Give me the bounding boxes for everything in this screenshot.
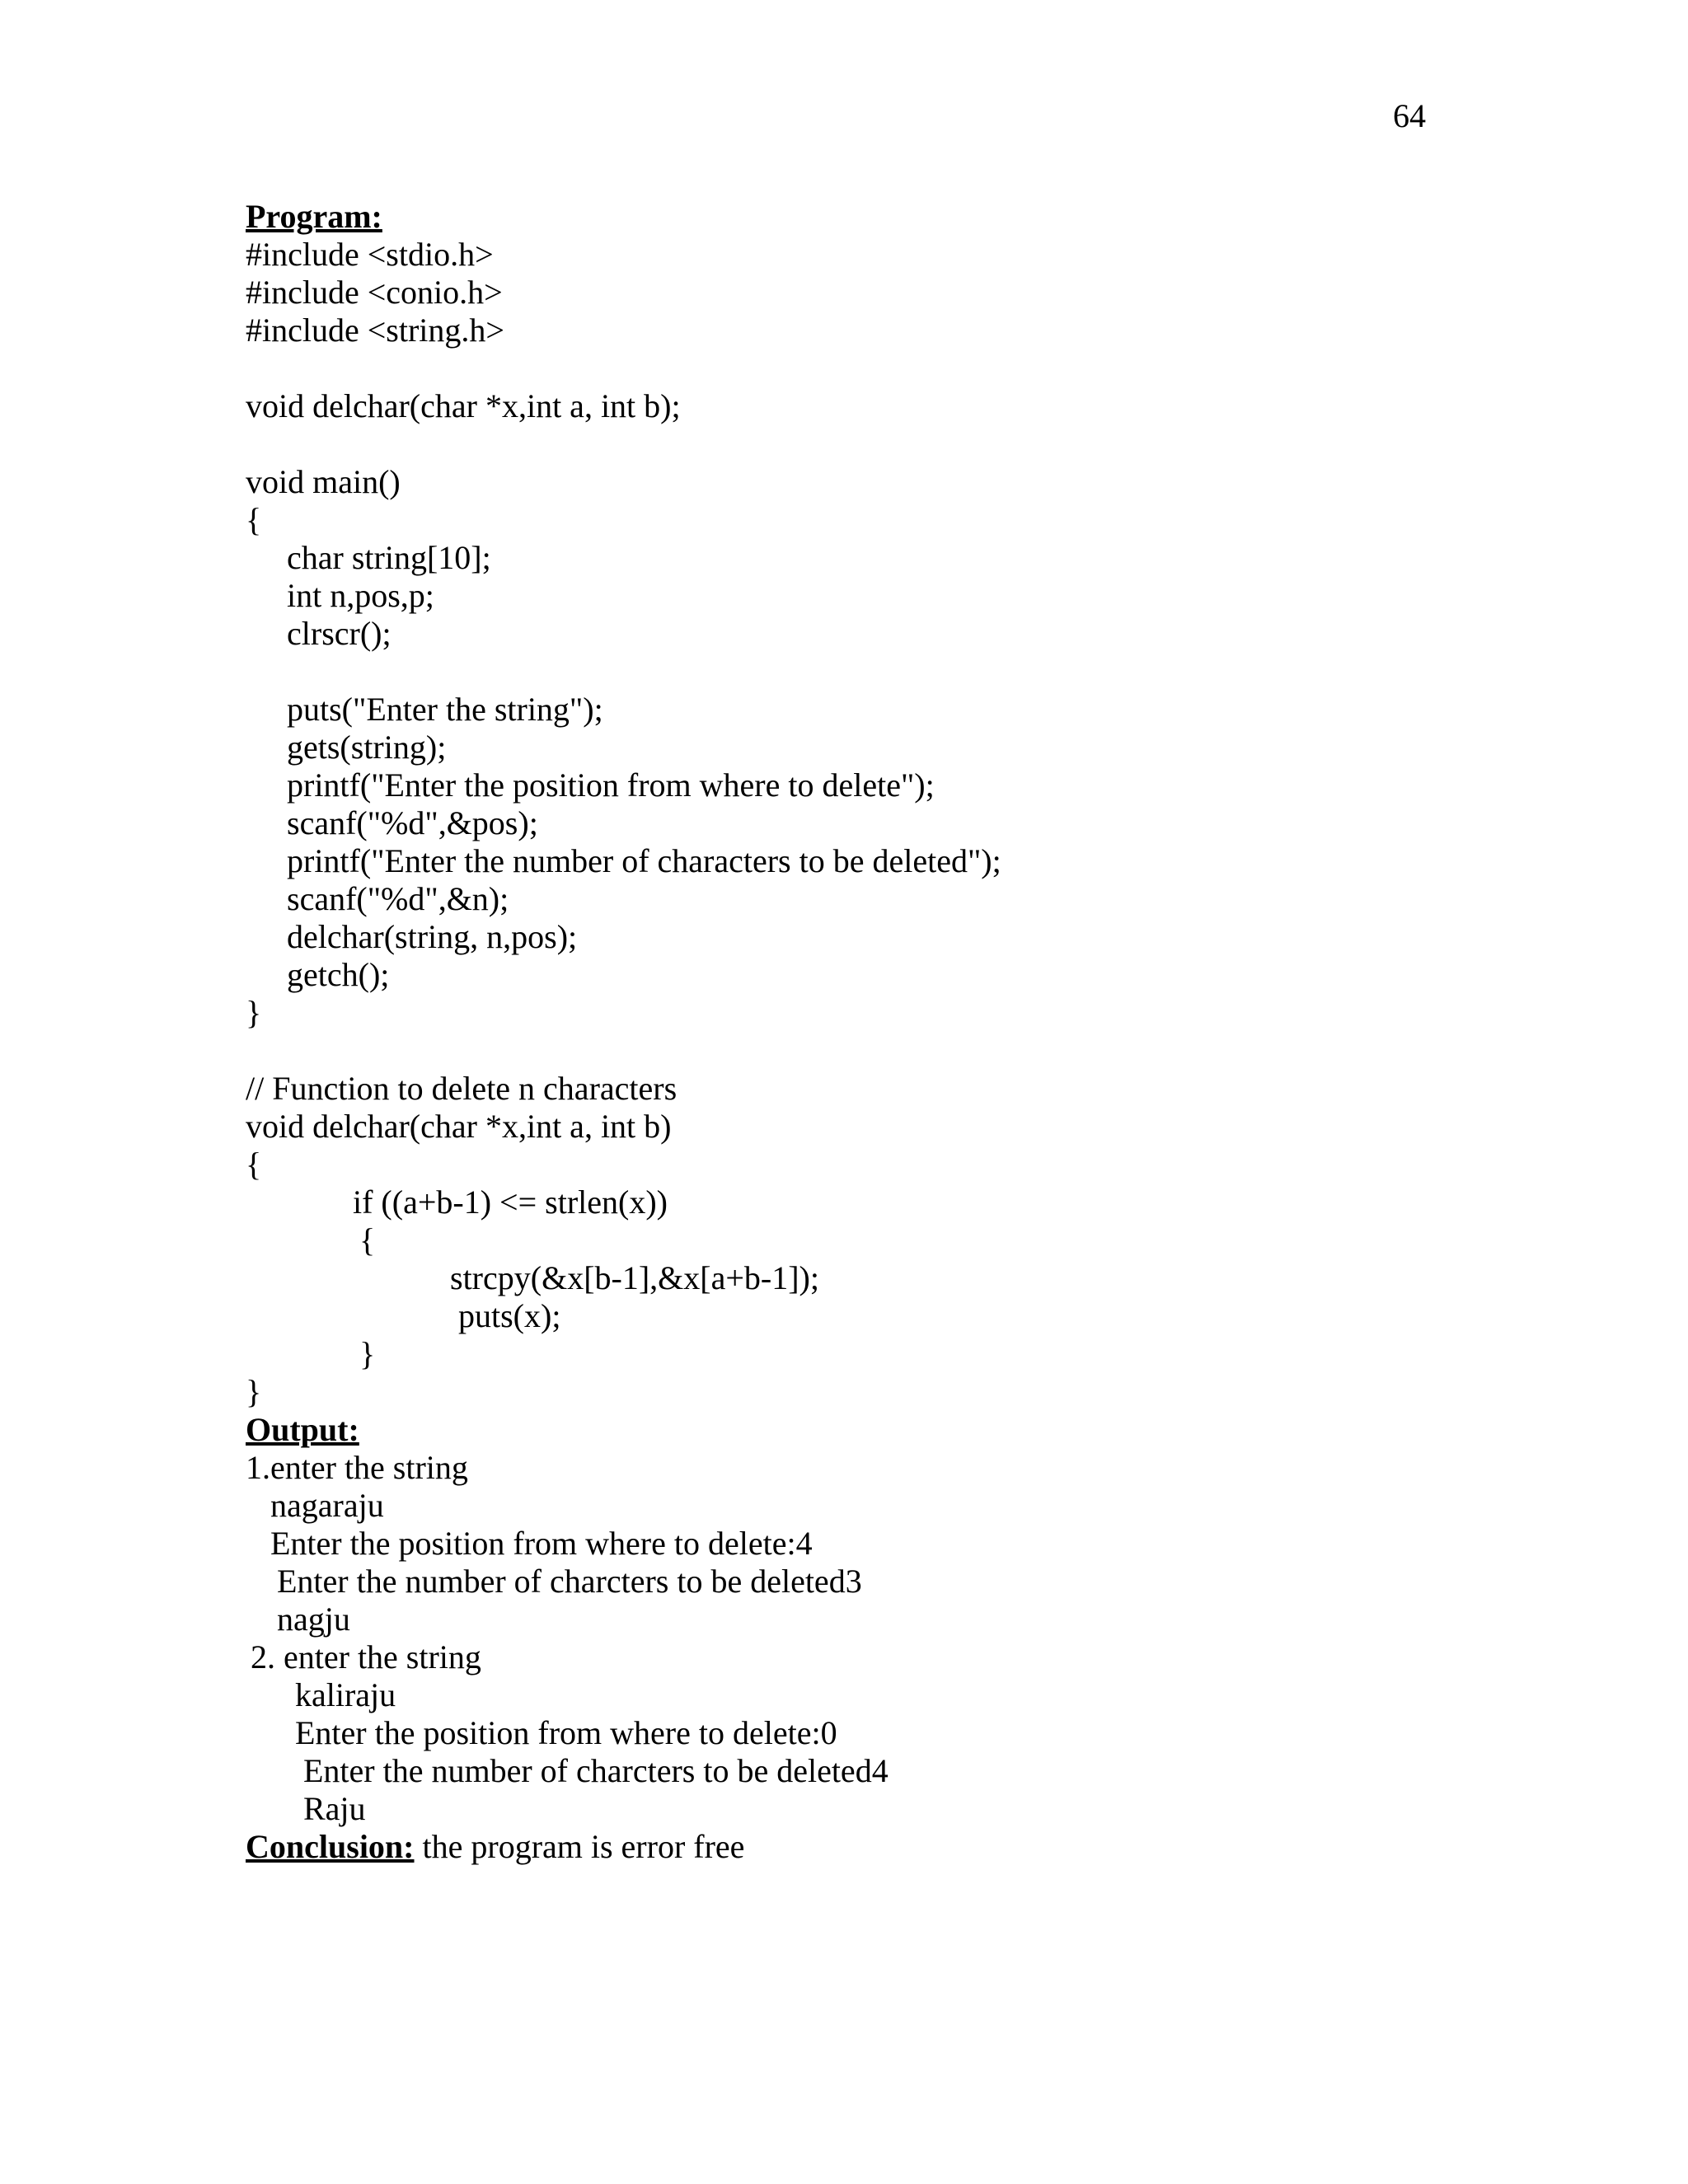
output-run1-count-prompt: Enter the number of charcters to be deleted3 bbox=[277, 1563, 862, 1600]
code-line-function-open-brace: { bbox=[246, 1146, 262, 1183]
code-line-if-close-brace: } bbox=[359, 1335, 376, 1372]
code-line-getch: getch(); bbox=[287, 956, 390, 993]
code-line-decl-ints: int n,pos,p; bbox=[287, 577, 434, 614]
code-line-include-string: #include <string.h> bbox=[246, 312, 504, 349]
code-line-scanf-position: scanf("%d",&pos); bbox=[287, 804, 538, 841]
program-heading: Program: bbox=[246, 198, 382, 235]
code-line-if-open-brace: { bbox=[359, 1221, 376, 1258]
output-run2-count-prompt: Enter the number of charcters to be deleted4 bbox=[303, 1752, 889, 1789]
output-run2-position-prompt: Enter the position from where to delete:0 bbox=[295, 1714, 837, 1751]
code-line-prototype: void delchar(char *x,int a, int b); bbox=[246, 387, 681, 424]
output-run2-prompt: 2. enter the string bbox=[251, 1638, 481, 1675]
output-run1-result: nagju bbox=[277, 1601, 350, 1638]
output-run1-prompt: 1.enter the string bbox=[246, 1449, 468, 1486]
document-body bbox=[246, 198, 1001, 1866]
code-line-clrscr: clrscr(); bbox=[287, 615, 392, 652]
code-line-printf-position: printf("Enter the position from where to delete"); bbox=[287, 766, 935, 804]
code-line-main-close-brace: } bbox=[246, 994, 262, 1031]
code-line-strcpy: strcpy(&x[b-1],&x[a+b-1]); bbox=[450, 1259, 819, 1296]
code-line-comment: // Function to delete n characters bbox=[246, 1070, 678, 1107]
blank-line bbox=[246, 425, 1001, 463]
code-line-function-close-brace: } bbox=[246, 1373, 262, 1410]
code-line-main-signature: void main() bbox=[246, 463, 401, 500]
output-run1-input: nagaraju bbox=[270, 1487, 384, 1524]
output-heading: Output: bbox=[246, 1411, 359, 1448]
code-line-include-conio: #include <conio.h> bbox=[246, 274, 503, 311]
code-line-puts-prompt: puts("Enter the string"); bbox=[287, 691, 603, 728]
code-line-decl-string: char string[10]; bbox=[287, 539, 491, 576]
code-line-puts-result: puts(x); bbox=[458, 1297, 561, 1334]
code-line-include-stdio: #include <stdio.h> bbox=[246, 236, 494, 273]
code-line-gets: gets(string); bbox=[287, 729, 447, 766]
code-line-delchar-call: delchar(string, n,pos); bbox=[287, 918, 578, 955]
code-line-main-open-brace: { bbox=[246, 501, 262, 538]
output-run2-result: Raju bbox=[303, 1790, 366, 1827]
conclusion-line bbox=[246, 1828, 1001, 1866]
code-line-if-condition: if ((a+b-1) <= strlen(x)) bbox=[353, 1183, 668, 1221]
output-run1-position-prompt: Enter the position from where to delete:4 bbox=[270, 1525, 813, 1562]
code-line-printf-count: printf("Enter the number of characters to be deleted"); bbox=[287, 842, 1001, 879]
page-number: 64 bbox=[1393, 97, 1426, 134]
code-line-scanf-count: scanf("%d",&n); bbox=[287, 880, 509, 917]
conclusion-text: the program is error free bbox=[414, 1828, 745, 1865]
blank-line bbox=[246, 653, 1001, 691]
output-run2-input: kaliraju bbox=[295, 1676, 396, 1713]
code-line-function-signature: void delchar(char *x,int a, int b) bbox=[246, 1108, 672, 1145]
conclusion-heading: Conclusion: bbox=[246, 1828, 415, 1865]
blank-line bbox=[246, 349, 1001, 387]
blank-line bbox=[246, 1032, 1001, 1070]
